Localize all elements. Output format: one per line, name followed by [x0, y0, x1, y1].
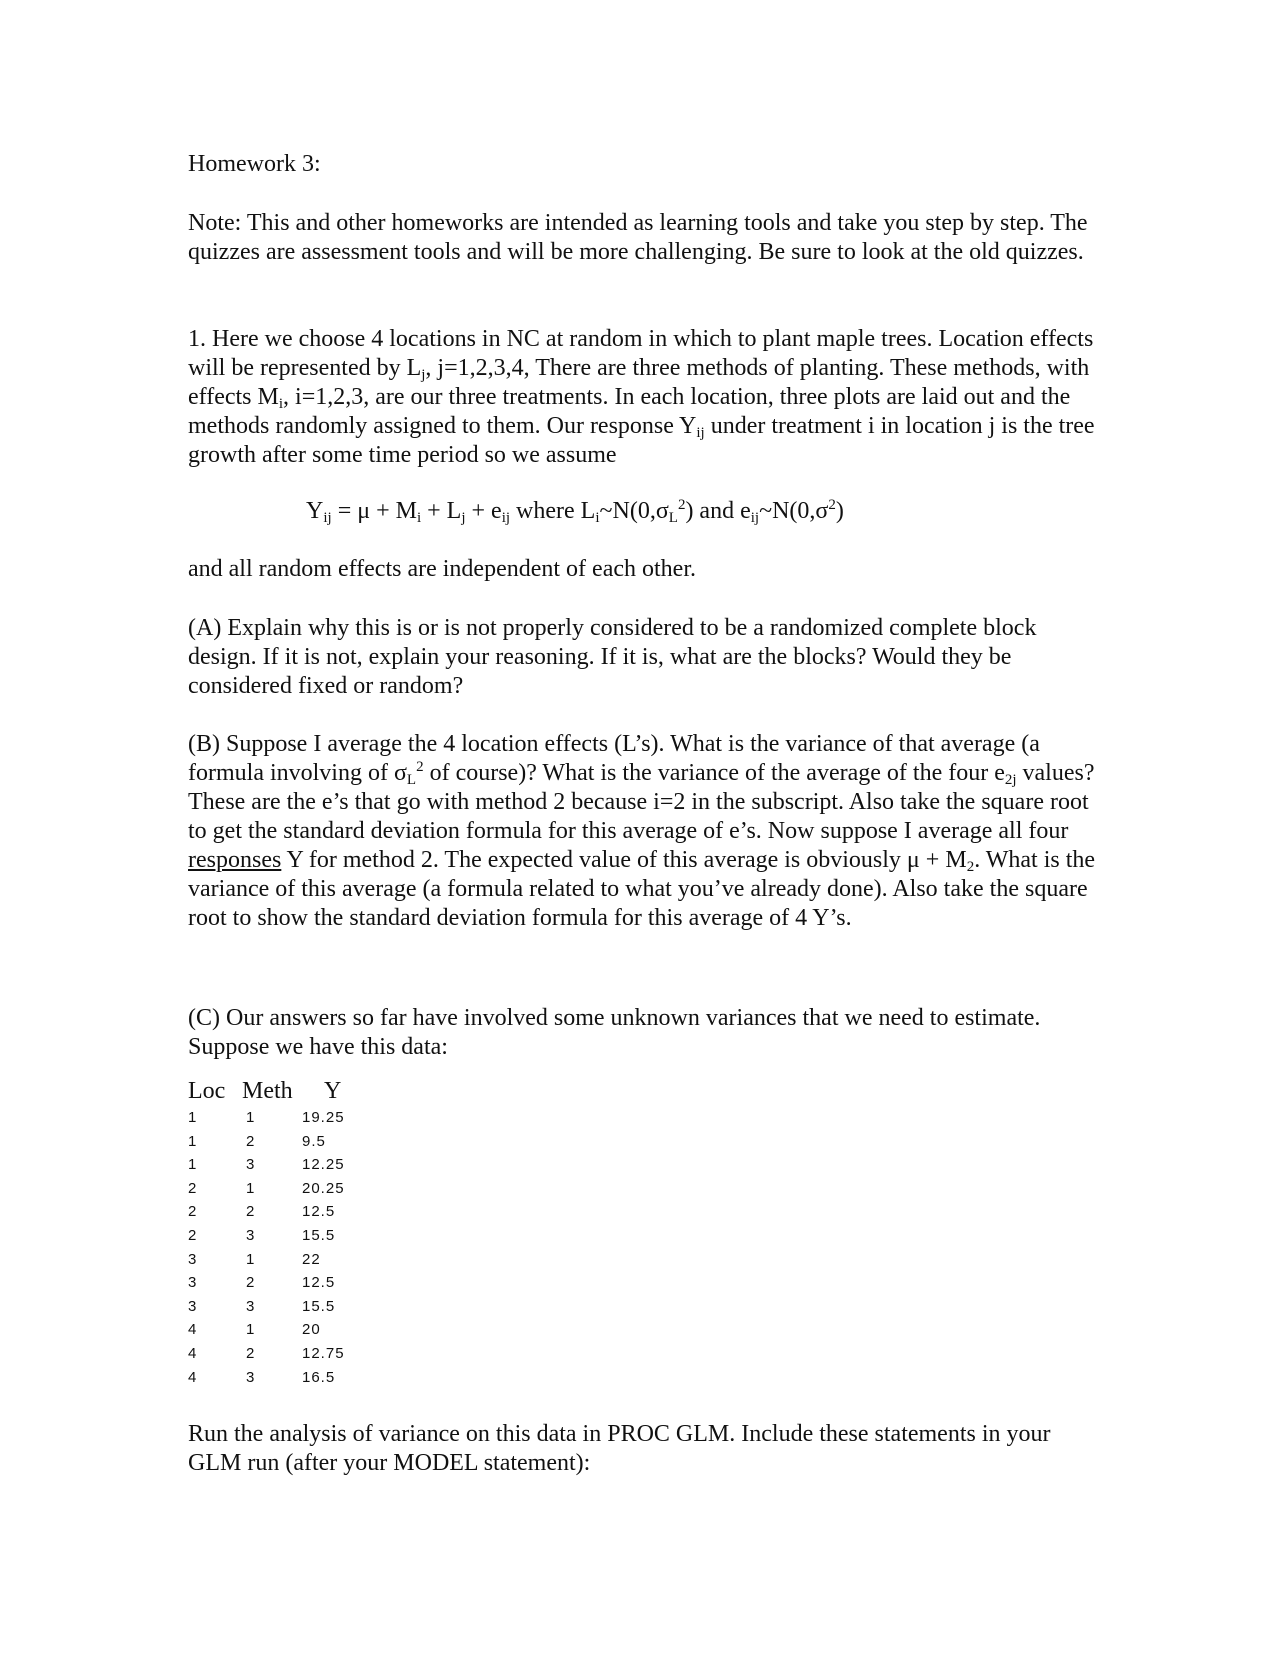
- part-b-paragraph: (B) Suppose I average the 4 location effects (L’s). What is the variance of that average (a formula involving of $\sigma_L^2$ of course)? What is the variance of the average of the four $e_{2j}$ values? These are the e’s that go with method 2 because i=2 in the subscript. Also take the square root to get the standard deviation formula for this average of e’s. Now suppose I average all four responses Y for method 2. The expected value of this average is obviously $\mu + M_2$. What is the variance of this average (a formula related to what you’ve already done). Also take the square root to show the standard deviation formula for this average of 4 Y’s.: [188, 731, 1096, 931]
- model-formula: $Y_{ij} = \mu + M_i + L_j + e_{ij}$ where $L_i\sim N(0,\sigma_L^2)$ and $e_{ij}\sim N(0,\sigma^2)$: [306, 497, 844, 526]
- y-cell: 15.5: [302, 1297, 336, 1315]
- meth-cell: 3: [246, 1156, 256, 1174]
- run-instructions: Run the analysis of variance on this data in PROC GLM. Include these statements in your GLM run (after your MODEL statement):: [188, 1421, 1051, 1476]
- y-cell: 15.5: [302, 1226, 336, 1244]
- y-cell: 12.75: [302, 1344, 345, 1362]
- table-row: [188, 1342, 424, 1366]
- y-cell: 9.5: [302, 1132, 326, 1150]
- y-cell: 16.5: [302, 1368, 336, 1386]
- meth-cell: 2: [246, 1132, 256, 1150]
- table-row: [188, 1106, 424, 1130]
- table-row: [188, 1200, 424, 1224]
- table-row: [188, 1248, 424, 1272]
- y-cell: 19.25: [302, 1109, 345, 1126]
- table-row: [188, 1153, 424, 1177]
- loc-cell: 2: [188, 1203, 198, 1221]
- loc-cell: 1: [188, 1132, 198, 1150]
- loc-cell: 1: [188, 1156, 198, 1174]
- y-header: Y: [324, 1078, 342, 1104]
- part-a-paragraph: (A) Explain why this is or is not properly considered to be a randomized complete block design. If it is not, explain your reasoning. If it is, what are the blocks? Would they be considered fixed or random?: [188, 615, 1037, 699]
- table-header-row: [188, 1076, 424, 1106]
- meth-cell: 1: [246, 1179, 256, 1197]
- meth-cell: 2: [246, 1274, 256, 1292]
- loc-cell: 4: [188, 1344, 198, 1362]
- table-row: [188, 1130, 424, 1154]
- meth-cell: 3: [246, 1368, 256, 1386]
- note-paragraph: Note: This and other homeworks are intended as learning tools and take you step by step. The quizzes are assessment tools and will be more challenging. Be sure to look at the old quizzes.: [188, 210, 1088, 265]
- y-cell: 12.25: [302, 1156, 345, 1174]
- table-row: [188, 1271, 424, 1295]
- loc-cell: 2: [188, 1179, 198, 1197]
- loc-cell: 3: [188, 1274, 198, 1292]
- table-row: [188, 1318, 424, 1342]
- y-cell: 22: [302, 1250, 321, 1268]
- meth-cell: 3: [246, 1297, 256, 1315]
- y-cell: 12.5: [302, 1274, 336, 1292]
- y-cell: 20.25: [302, 1179, 345, 1197]
- loc-cell: 3: [188, 1250, 198, 1268]
- table-row: [188, 1366, 424, 1390]
- meth-cell: 1: [246, 1321, 256, 1339]
- loc-cell: 4: [188, 1368, 198, 1386]
- page-title: Homework 3:: [188, 151, 321, 177]
- table-row: [188, 1295, 424, 1319]
- loc-cell: 2: [188, 1226, 198, 1244]
- meth-cell: 2: [246, 1203, 256, 1221]
- part-c-paragraph: (C) Our answers so far have involved some unknown variances that we need to estimate. Suppose we have this data:: [188, 1005, 1041, 1060]
- loc-cell: 1: [188, 1109, 198, 1126]
- meth-cell: 1: [246, 1109, 256, 1126]
- table-row: [188, 1224, 424, 1248]
- question-1-paragraph: 1. Here we choose 4 locations in NC at random in which to plant maple trees. Location effects will be represented by $L_j$, j=1,2,3,4, There are three methods of planting. These methods, with effects $M_i$, i=1,2,3, are our three treatments. In each location, three plots are laid out and the methods randomly assigned to them. Our response $Y_{ij}$ under treatment i in location j is the tree growth after some time period so we assume: [188, 326, 1095, 468]
- y-cell: 12.5: [302, 1203, 336, 1221]
- table-row: [188, 1177, 424, 1201]
- loc-header: Loc: [188, 1078, 226, 1104]
- meth-cell: 3: [246, 1226, 256, 1244]
- loc-cell: 4: [188, 1321, 198, 1339]
- data-table: [188, 1076, 424, 1389]
- y-cell: 20: [302, 1321, 321, 1339]
- meth-header: Meth: [242, 1078, 293, 1104]
- independence-statement: and all random effects are independent of each other.: [188, 556, 696, 582]
- loc-cell: 3: [188, 1297, 198, 1315]
- meth-cell: 1: [246, 1250, 256, 1268]
- meth-cell: 2: [246, 1344, 256, 1362]
